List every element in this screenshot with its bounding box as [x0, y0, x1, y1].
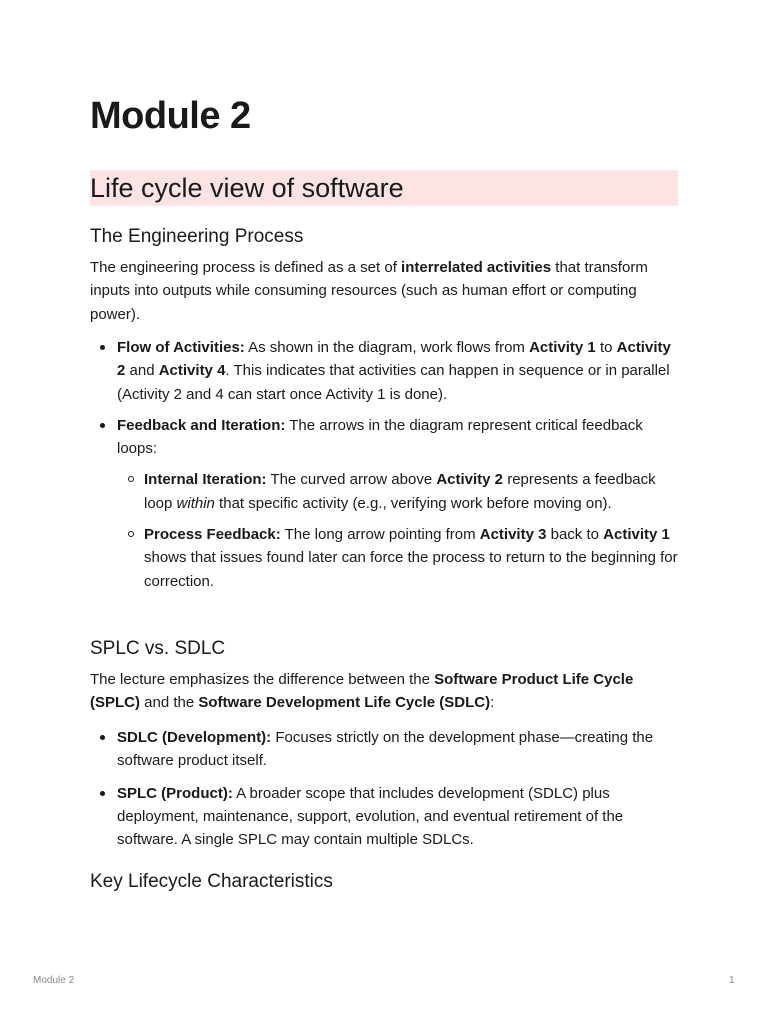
list-item-flow: Flow of Activities: As shown in the diagram, work flows from Activity 1 to Activity 2 and Activity 4. This indicates that activities can happen in sequence or in parallel (Activity 2 and 4 can start once Activity 1 is done).	[90, 336, 678, 406]
heading-key-lifecycle: Key Lifecycle Characteristics	[90, 871, 333, 892]
section-title: Life cycle view of software	[90, 170, 678, 206]
splc-list	[90, 726, 678, 851]
splc-intro: The lecture emphasizes the difference between the Software Product Life Cycle (SPLC) and the Software Development Life Cycle (SDLC):	[90, 671, 634, 712]
engineering-intro: The engineering process is defined as a set of interrelated activities that transform inputs into outputs while consuming resources (such as human effort or computing power).	[90, 259, 648, 323]
footer-module-label: Module 2	[33, 975, 75, 986]
page-title: Module 2	[90, 95, 251, 137]
footer-page-number: 1	[729, 975, 735, 986]
list-item-sdlc: SDLC (Development): Focuses strictly on the development phase—creating the software product itself.	[90, 726, 678, 773]
heading-engineering-process: The Engineering Process	[90, 226, 304, 247]
engineering-list	[90, 336, 678, 593]
list-item-feedback: Feedback and Iteration: The arrows in the diagram represent critical feedback loops: Internal Iteration: The curved arrow above Activity 2 represents a feedback loop within that specific activity (e.g., verifying work before moving on). Process Feedback: The long arrow pointing from Activity 3 back to Activity 1 shows that issues found later can force the process to return to the beginning for correction.	[90, 414, 678, 593]
feedback-sublist	[117, 468, 678, 592]
heading-splc-vs-sdlc: SPLC vs. SDLC	[90, 638, 226, 659]
list-item-splc: SPLC (Product): A broader scope that includes development (SDLC) plus deployment, maintenance, support, evolution, and eventual retirement of the software. A single SPLC may contain multiple SDLCs.	[90, 782, 678, 852]
sublist-item-process: Process Feedback: The long arrow pointing from Activity 3 back to Activity 1 shows that issues found later can force the process to return to the beginning for correction.	[117, 523, 678, 593]
sublist-item-internal: Internal Iteration: The curved arrow above Activity 2 represents a feedback loop within that specific activity (e.g., verifying work before moving on).	[117, 468, 678, 515]
